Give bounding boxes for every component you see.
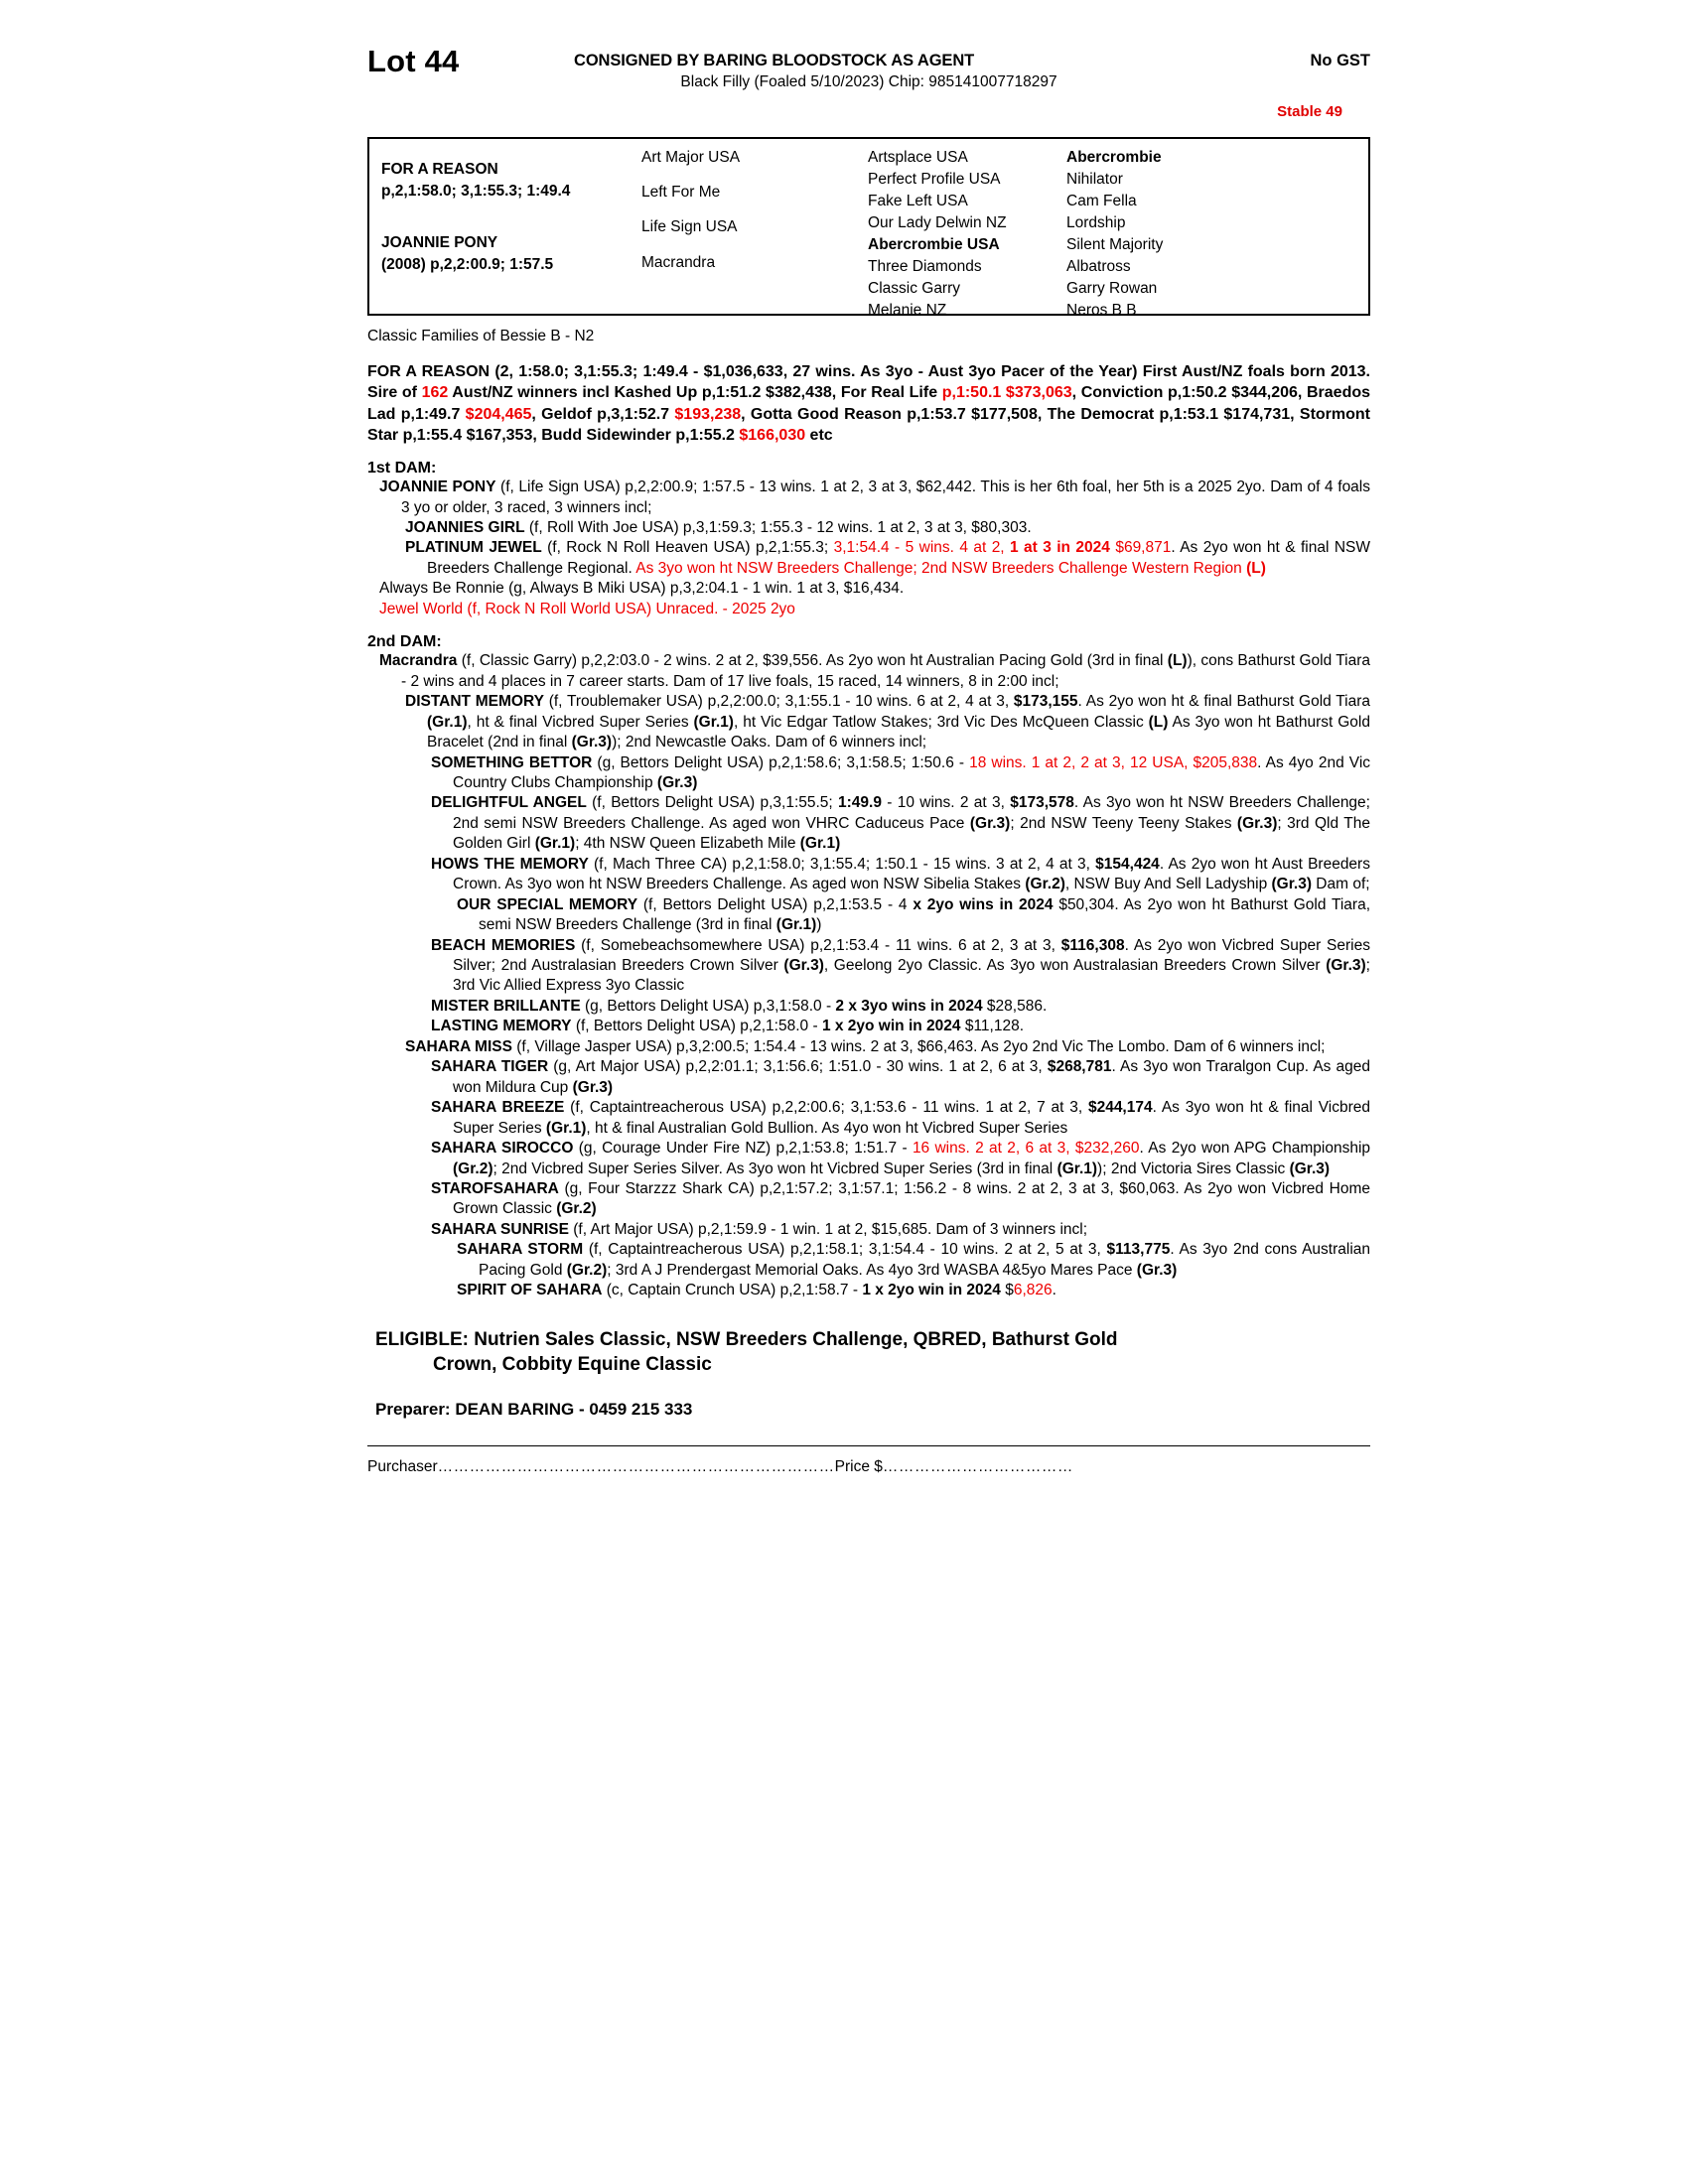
dam-entry <box>367 651 1370 692</box>
entry-name: SAHARA TIGER <box>431 1058 549 1076</box>
entry-highlight: 3,1:54.4 - 5 wins. 4 at 2, <box>833 539 1011 557</box>
entry-grade: (Gr.3) <box>1289 1160 1331 1177</box>
entry-text: Jewel World (f, Rock N Roll World USA) Unraced. - 2025 2yo <box>379 600 795 617</box>
sire-winner-count: 162 <box>421 384 449 402</box>
entry-grade: (Gr.3) <box>571 734 613 751</box>
entry-text: . As 2yo won ht & final Bathurst Gold Tiara <box>1077 693 1370 711</box>
sire-text-4: , Geldof p,3,1:52.7 <box>531 405 675 423</box>
entry-name: JOANNIE PONY <box>379 478 496 496</box>
entry-text: (f, Roll With Joe USA) p,3,1:59.3; 1:55.3 - 12 wins. 1 at 2, 3 at 3, $80,303. <box>524 518 1032 536</box>
entry-highlight: (L) <box>1246 559 1266 577</box>
entry-grade: (Gr.2) <box>556 1200 597 1218</box>
entry-name: SAHARA STORM <box>457 1241 584 1259</box>
entry-text: . As 2yo won ht & final NSW Breeders Challenge Regional. <box>427 539 1370 577</box>
pedigree-cell: Macrandra <box>641 254 716 271</box>
pedigree-table <box>367 137 1370 319</box>
dam-entry <box>367 1057 1370 1098</box>
entry-name: BEACH MEMORIES <box>431 936 576 954</box>
dam-entry <box>367 1281 1370 1300</box>
entry-text: (f, Captaintreacherous USA) p,2,2:00.6; 3,1:53.6 - 11 wins. 1 at 2, 7 at 3, <box>564 1099 1088 1117</box>
pedigree-cell: Lordship <box>1066 214 1126 231</box>
entry-text: (g, Always B Miki USA) p,3,2:04.1 - 1 win. 1 at 3, $16,434. <box>503 580 905 598</box>
entry-text: (f, Troublemaker USA) p,2,2:00.0; 3,1:55.1 - 10 wins. 6 at 2, 4 at 3, <box>543 693 1014 711</box>
entry-text: (f, Mach Three CA) p,2,1:58.0; 3,1:55.4; 1:50.1 - 15 wins. 3 at 2, 4 at 3, <box>588 855 1096 873</box>
pedigree-cell: Garry Rowan <box>1066 280 1158 297</box>
dam-entry <box>367 1220 1370 1240</box>
dam-entry <box>367 1179 1370 1220</box>
entry-text: (g, Art Major USA) p,2,2:01.1; 3,1:56.6; 1:51.0 - 30 wins. 1 at 2, 6 at 3, <box>548 1058 1048 1076</box>
entry-text: (f, Art Major USA) p,2,1:59.9 - 1 win. 1 at 2, $15,685. Dam of 3 winners incl; <box>568 1220 1088 1238</box>
entry-wins: 1 x 2yo win in 2024 <box>821 1018 961 1035</box>
preparer-line: Preparer: DEAN BARING - 0459 215 333 <box>375 1400 693 1420</box>
page-header <box>367 44 1370 95</box>
entry-text: . As 3yo 2nd cons Australian Pacing Gold <box>479 1241 1371 1279</box>
pedigree-cell: Life Sign USA <box>641 218 738 235</box>
classic-families-line: Classic Families of Bessie B - N2 <box>367 328 595 344</box>
sire-text-5: , Gotta Good Reason p,1:53.7 $177,508, The Democrat p,1:53.1 $174,731, Stormont Star p,1:55.4 $167,353, Budd Sidewinder p,1:55.2 <box>367 405 1370 444</box>
eligible-line-2: Crown, Cobbity Equine Classic <box>433 1354 712 1376</box>
consignor-line: CONSIGNED BY BARING BLOODSTOCK AS AGENT <box>574 52 975 69</box>
dam-entry <box>367 518 1370 538</box>
entry-grade: (Gr.3) <box>572 1078 614 1096</box>
entry-text: ) <box>816 916 822 934</box>
entry-text: . <box>1052 1282 1056 1299</box>
entry-highlight: 1 at 3 in 2024 <box>1010 539 1110 557</box>
dam-entry <box>367 478 1370 518</box>
entry-grade: (Gr.3) <box>1326 957 1366 975</box>
price-dots-2: ………… <box>1009 1458 1073 1476</box>
entry-earnings: $244,174 <box>1087 1099 1153 1117</box>
pedigree-cell: Abercrombie USA <box>868 236 1000 253</box>
entry-wins: 2 x 3yo wins in 2024 <box>835 997 983 1015</box>
entry-text: (f, Village Jasper USA) p,3,2:00.5; 1:54.4 - 13 wins. 2 at 3, $66,463. As 2yo 2nd Vic The Lombo. Dam of 6 winners incl; <box>511 1037 1326 1055</box>
dam-entry <box>367 600 1370 619</box>
dam-entry <box>367 692 1370 752</box>
sire-highlight-1: p,1:50.1 $373,063 <box>941 384 1072 402</box>
entry-name: SAHARA MISS <box>405 1037 512 1055</box>
entry-time: 1:49.9 <box>838 794 882 812</box>
price-dots: …………………… <box>882 1458 1010 1476</box>
sire-text-6: etc <box>805 426 833 444</box>
entry-earnings: $116,308 <box>1060 936 1125 954</box>
pedigree-cell: Albatross <box>1066 258 1131 275</box>
entry-text: . As 2yo won APG Championship <box>1139 1140 1371 1158</box>
entry-text: , Geelong 2yo Classic. As 3yo won Australasian Breeders Crown Silver <box>823 957 1327 975</box>
entry-text: , ht Vic Edgar Tatlow Stakes; 3rd Vic Des McQueen Classic <box>733 713 1149 731</box>
entry-earnings: $268,781 <box>1047 1058 1112 1076</box>
pedigree-cell: Cam Fella <box>1066 193 1137 209</box>
entry-grade: (Gr.3) <box>1136 1261 1178 1279</box>
entry-text: . As 4yo 2nd Vic Country Clubs Championship <box>453 753 1371 791</box>
sire-text-2: Aust/NZ winners incl Kashed Up p,1:51.2 $382,438, For Real Life <box>448 384 942 402</box>
entry-grade: (Gr.3) <box>656 773 698 791</box>
entry-text: (f, Bettors Delight USA) p,3,1:55.5; <box>586 794 839 812</box>
entry-highlight: $69,871 <box>1109 539 1172 557</box>
entry-text: $11,128. <box>960 1018 1025 1035</box>
entry-text: Dam of; <box>1311 876 1370 893</box>
entry-text: . As 2yo won Vicbred Super Series Silver; 2nd Australasian Breeders Crown Silver <box>453 936 1370 975</box>
dam-entry <box>367 1139 1370 1179</box>
pedigree-cell: Nihilator <box>1066 171 1123 188</box>
pedigree-cell: Left For Me <box>641 184 721 201</box>
entry-grade: (Gr.3) <box>969 814 1011 832</box>
entry-earnings: $173,578 <box>1010 794 1074 812</box>
pedigree-cell: Neros B B <box>1066 302 1137 319</box>
entry-name: Macrandra <box>379 652 458 670</box>
entry-grade: (Gr.1) <box>693 713 734 731</box>
entry-text: ; 3rd A J Prendergast Memorial Oaks. As 4yo 3rd WASBA 4&5yo Mares Pace <box>607 1261 1137 1279</box>
sire-text-1: FOR A REASON (2, 1:58.0; 3,1:55.3; 1:49.4 - $1,036,633, 27 wins. As 3yo - Aust 3yo Pacer of the Year) First Aust/NZ foals born 2013. Sire of <box>367 363 1370 402</box>
sire-highlight-3: $193,238 <box>674 405 742 423</box>
pedigree-cell: Classic Garry <box>868 280 961 297</box>
entry-text: , ht & final Vicbred Super Series <box>467 713 694 731</box>
pedigree-cell: Our Lady Delwin NZ <box>868 214 1007 231</box>
entry-text: , ht & final Australian Gold Bullion. As 4yo won ht Vicbred Super Series <box>586 1119 1068 1137</box>
entry-name: DELIGHTFUL ANGEL <box>431 794 587 812</box>
entry-grade: (Gr.1) <box>775 916 817 934</box>
sire-highlight-2: $204,465 <box>465 405 532 423</box>
entry-text: (f, Classic Garry) p,2,2:03.0 - 2 wins. 2 at 2, $39,556. As 2yo won ht Australian Pacing Gold (3rd in final <box>457 652 1168 670</box>
eligible-block <box>367 1327 1370 1378</box>
dam-entry <box>367 753 1370 794</box>
entry-highlight: 16 wins. 2 at 2, 6 at 3, $232,260 <box>912 1140 1140 1158</box>
entry-name: MISTER BRILLANTE <box>431 997 581 1015</box>
entry-name: JOANNIES GIRL <box>405 518 525 536</box>
entry-text: (f, Life Sign USA) p,2,2:00.9; 1:57.5 - 13 wins. 1 at 2, 3 at 3, $62,442. This is her 6th foal, her 5th is a 2025 2yo. Dam of 4 foals 3 yo or older, 3 raced, 3 winners incl; <box>401 478 1371 516</box>
dam-entry <box>367 538 1370 579</box>
first-dam-heading: 1st DAM: <box>367 460 437 478</box>
dam-entry <box>367 855 1370 895</box>
entry-text: (f, Rock N Roll Heaven USA) p,2,1:55.3; <box>541 539 834 557</box>
entry-highlight: As 3yo won ht NSW Breeders Challenge; 2nd NSW Breeders Challenge Western Region <box>635 559 1247 577</box>
pedigree-col-parents <box>381 139 641 314</box>
pedigree-cell: Abercrombie <box>1066 149 1162 166</box>
eligible-line-1: ELIGIBLE: Nutrien Sales Classic, NSW Breeders Challenge, QBRED, Bathurst Gold <box>375 1328 1118 1350</box>
stable-number: Stable 49 <box>1277 103 1342 120</box>
entry-text: , NSW Buy And Sell Ladyship <box>1064 876 1272 893</box>
sire-text-3: , Conviction p,1:50.2 $344,206, Braedos Lad p,1:49.7 <box>367 384 1371 423</box>
dam-name: JOANNIE PONY <box>381 234 498 251</box>
entry-name: Always Be Ronnie <box>379 580 504 598</box>
dam-entry <box>367 997 1370 1017</box>
entry-grade: (Gr.3) <box>1236 814 1278 832</box>
entry-text: ; 3rd Vic Allied Express 3yo Classic <box>453 957 1370 995</box>
entry-text: ); 2nd Victoria Sires Classic <box>1097 1160 1290 1177</box>
entry-text: . As 2yo won ht Aust Breeders Crown. As 3yo won ht NSW Breeders Challenge. As aged won NSW Sibelia Stakes <box>453 855 1370 893</box>
gst-status: No GST <box>1310 52 1370 69</box>
pedigree-col-great-grandparents <box>868 139 1066 319</box>
entry-grade: (Gr.3) <box>1271 876 1312 893</box>
entry-name: SAHARA SIROCCO <box>431 1140 574 1158</box>
entry-text: (g, Bettors Delight USA) p,2,1:58.6; 3,1:58.5; 1:50.6 - <box>592 753 970 771</box>
entry-grade: (Gr.1) <box>427 713 468 731</box>
entry-grade: (Gr.3) <box>783 957 824 975</box>
entry-earnings: $154,424 <box>1095 855 1160 873</box>
pedigree-cell: Art Major USA <box>641 149 741 166</box>
entry-text: . As 3yo won Traralgon Cup. As aged won Mildura Cup <box>453 1058 1370 1096</box>
entry-earnings: $113,775 <box>1106 1241 1171 1259</box>
entry-text: ; 4th NSW Queen Elizabeth Mile <box>575 835 800 853</box>
entry-grade: (Gr.1) <box>1056 1160 1098 1177</box>
entry-text: (f, Somebeachsomewhere USA) p,2,1:53.4 - 11 wins. 6 at 2, 3 at 3, <box>575 936 1061 954</box>
purchaser-label: Purchaser <box>367 1458 438 1476</box>
entry-text: ), cons Bathurst Gold Tiara - 2 wins and 4 places in 7 career starts. Dam of 17 live foals, 15 raced, 14 winners, 8 in 2:00 incl; <box>401 652 1370 690</box>
entry-grade: (Gr.2) <box>566 1261 608 1279</box>
entry-text: (f, Bettors Delight USA) p,2,1:58.0 - <box>571 1018 822 1035</box>
entry-text: $50,304. As 2yo won ht Bathurst Gold Tiara, semi NSW Breeders Challenge (3rd in final <box>479 895 1371 934</box>
entry-text: As 3yo won ht Bathurst Gold Bracelet (2nd in final <box>427 713 1370 751</box>
dam-entry <box>367 793 1370 854</box>
entry-text: (c, Captain Crunch USA) p,2,1:58.7 - <box>602 1282 863 1299</box>
entry-grade: (L) <box>1148 713 1169 731</box>
pedigree-cell: Silent Majority <box>1066 236 1164 253</box>
entry-text: . As 3yo won ht NSW Breeders Challenge; 2nd semi NSW Breeders Challenge. As aged won VHRC Caduceus Pace <box>453 794 1370 832</box>
sire-name: FOR A REASON <box>381 161 498 178</box>
entry-grade: (Gr.2) <box>453 1160 493 1177</box>
price-label: Price $ <box>834 1458 883 1476</box>
dam-entry <box>367 1017 1370 1036</box>
pedigree-cell: Melanie NZ <box>868 302 947 319</box>
sire-summary <box>367 361 1370 446</box>
entry-name: SPIRIT OF SAHARA <box>457 1282 603 1299</box>
dam-entry <box>367 895 1370 936</box>
entry-text: ; 2nd Vicbred Super Series Silver. As 3yo won ht Vicbred Super Series (3rd in final <box>492 1160 1057 1177</box>
pedigree-cell: Three Diamonds <box>868 258 982 275</box>
sire-highlight-4: $166,030 <box>739 426 806 444</box>
entry-text: (g, Bettors Delight USA) p,3,1:58.0 - <box>580 997 836 1015</box>
pedigree-cell: Perfect Profile USA <box>868 171 1001 188</box>
entry-text: $28,586. <box>982 997 1048 1015</box>
entry-text: (g, Four Starzzz Shark CA) p,2,1:57.2; 3,1:57.1; 1:56.2 - 8 wins. 2 at 2, 3 at 3, $60,063. As 2yo won Vicbred Home Grown Classic <box>453 1180 1370 1218</box>
entry-text: ); 2nd Newcastle Oaks. Dam of 6 winners incl; <box>612 734 927 751</box>
sire-record: p,2,1:58.0; 3,1:55.3; 1:49.4 <box>381 183 571 200</box>
entry-highlight: 6,826 <box>1013 1282 1053 1299</box>
entry-earnings: $173,155 <box>1013 693 1078 711</box>
lot-number: Lot 44 <box>367 44 460 78</box>
dam-entry <box>367 1037 1370 1057</box>
entry-name: SAHARA SUNRISE <box>431 1220 569 1238</box>
entry-grade: (Gr.2) <box>1025 876 1065 893</box>
entry-grade: (L) <box>1167 652 1188 670</box>
entry-grade: (Gr.1) <box>799 835 841 853</box>
entry-name: DISTANT MEMORY <box>405 693 544 711</box>
dam-entry <box>367 1240 1370 1281</box>
dam-entry <box>367 579 1370 599</box>
entry-grade: (Gr.1) <box>545 1119 587 1137</box>
dam-entry <box>367 936 1370 997</box>
pedigree-col-fourth-gen <box>1066 139 1295 319</box>
pedigree-cell: Fake Left USA <box>868 193 968 209</box>
entry-name: HOWS THE MEMORY <box>431 855 589 873</box>
pedigree-col-grandparents <box>641 139 868 314</box>
entry-name: STAROFSAHARA <box>431 1180 559 1198</box>
entry-name: SOMETHING BETTOR <box>431 753 593 771</box>
entry-name: PLATINUM JEWEL <box>405 539 542 557</box>
entry-name: OUR SPECIAL MEMORY <box>457 895 638 913</box>
purchaser-line <box>367 1445 1370 1476</box>
horse-description: Black Filly (Foaled 5/10/2023) Chip: 985141007718297 <box>680 73 1057 90</box>
dam-record: (2008) p,2,2:00.9; 1:57.5 <box>381 256 554 273</box>
entry-text: $ <box>1000 1282 1014 1299</box>
entry-text: (g, Courage Under Fire NZ) p,2,1:53.8; 1:51.7 - <box>573 1140 913 1158</box>
entry-text: ; 2nd NSW Teeny Teeny Stakes <box>1010 814 1237 832</box>
pedigree-cell: Artsplace USA <box>868 149 968 166</box>
entry-name: SAHARA BREEZE <box>431 1099 565 1117</box>
second-dam-heading: 2nd DAM: <box>367 633 442 651</box>
entry-grade: (Gr.1) <box>534 835 576 853</box>
entry-text: . As 3yo won ht & final Vicbred Super Series <box>453 1099 1370 1137</box>
entry-text: (f, Bettors Delight USA) p,2,1:53.5 - 4 <box>637 895 914 913</box>
entry-text: (f, Captaintreacherous USA) p,2,1:58.1; 3,1:54.4 - 10 wins. 2 at 2, 5 at 3, <box>583 1241 1107 1259</box>
entry-wins: x 2yo wins in 2024 <box>913 895 1054 913</box>
dam-entry <box>367 1098 1370 1139</box>
purchaser-dots: ………………………………………………………………… <box>437 1458 835 1476</box>
entry-highlight: 18 wins. 1 at 2, 2 at 3, 12 USA, $205,838 <box>969 753 1258 771</box>
entry-wins: 1 x 2yo win in 2024 <box>862 1282 1001 1299</box>
entry-text: ; 3rd Qld The Golden Girl <box>453 814 1370 853</box>
entry-text: - 10 wins. 2 at 3, <box>881 794 1011 812</box>
entry-name: LASTING MEMORY <box>431 1018 572 1035</box>
